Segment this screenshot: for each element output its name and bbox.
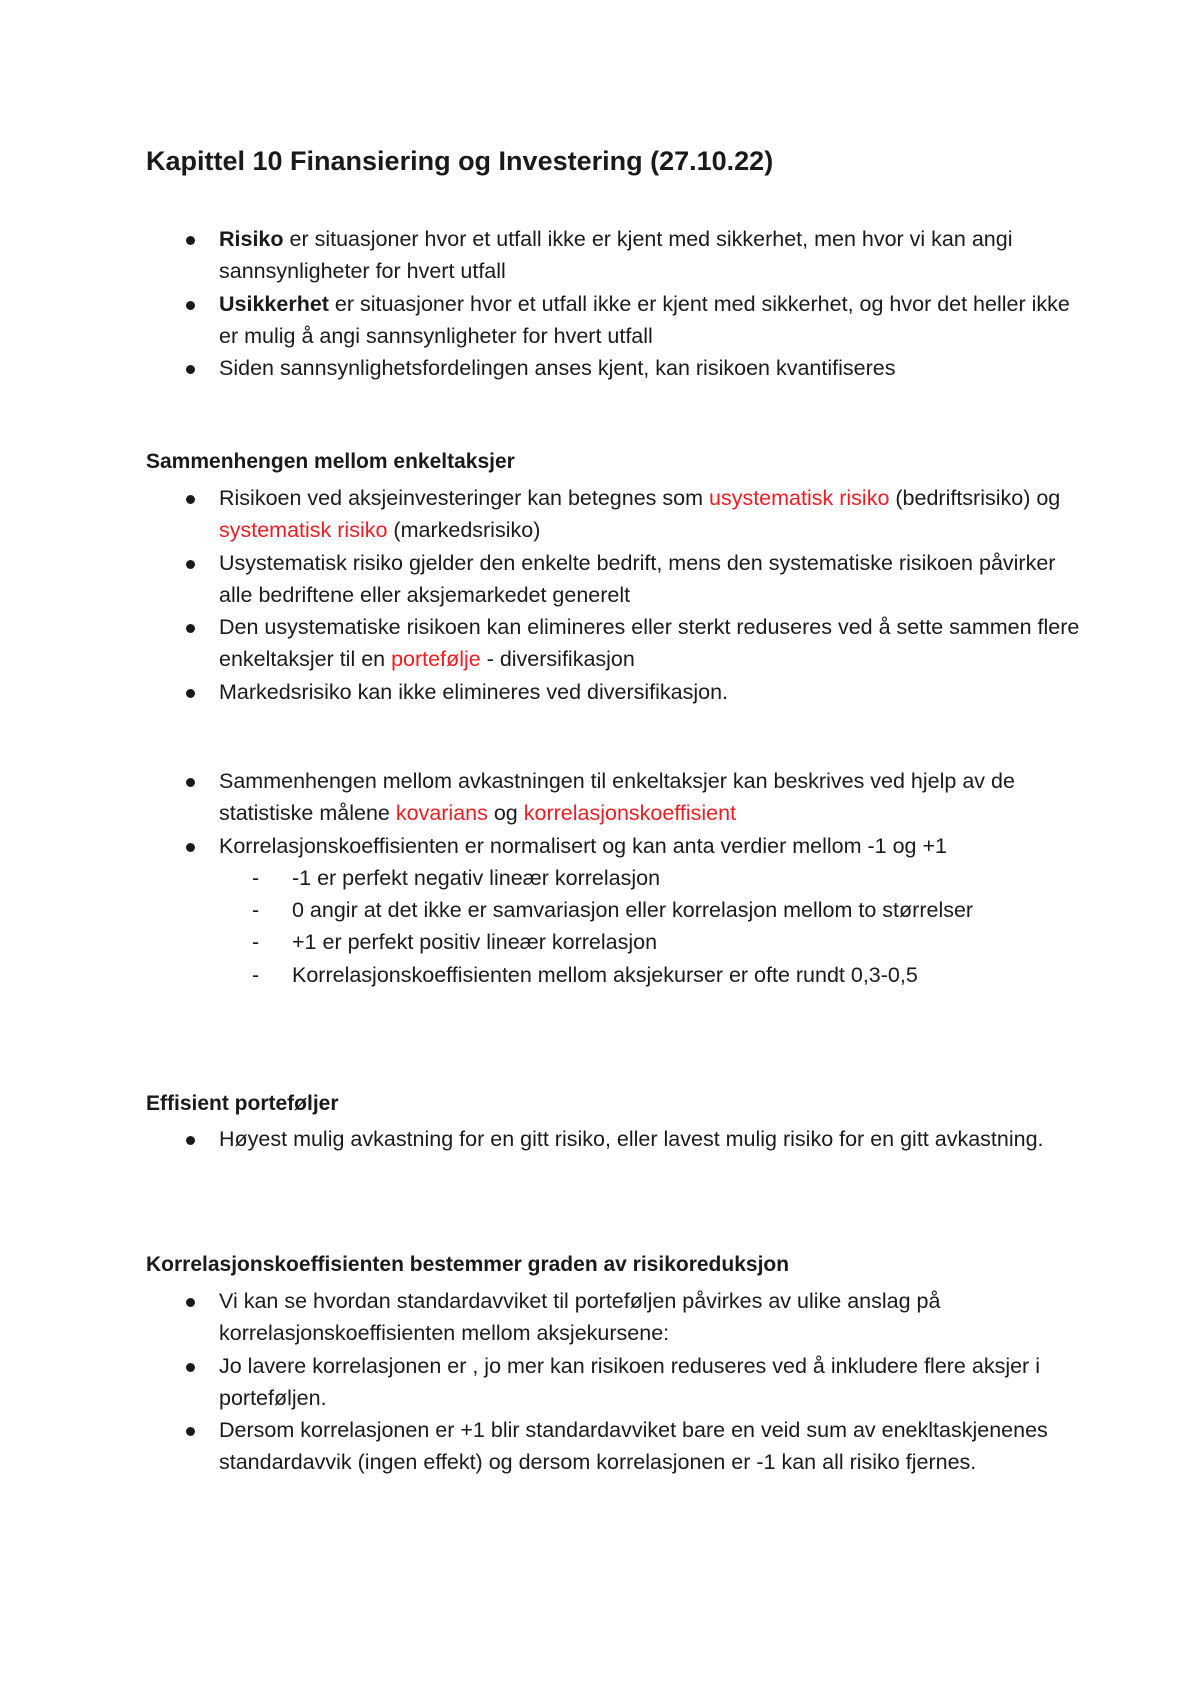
bullet-icon <box>186 843 195 852</box>
sub-list <box>219 862 1080 991</box>
sub-list-item <box>219 894 1080 926</box>
section-heading: Effisient porteføljer <box>146 1092 339 1115</box>
list-item-text: Markedsrisiko kan ikke elimineres ved diversifikasjon. <box>219 679 729 704</box>
dash-icon: - <box>252 898 260 923</box>
dash-icon: - <box>252 865 260 890</box>
list-item-text: Siden sannsynlighetsfordelingen anses kjent, kan risikoen kvantifiseres <box>219 356 896 381</box>
bullet-icon <box>186 624 195 633</box>
list-item <box>0 765 1080 830</box>
section3-list <box>0 1123 1080 1155</box>
list-item <box>0 830 1080 991</box>
intro-list <box>0 223 1080 384</box>
sub-list-text: +1 er perfekt positiv lineær korrelasjon <box>292 930 658 955</box>
term-risiko: Risiko <box>219 227 284 251</box>
section-heading: Korrelasjonskoeffisienten bestemmer graden av risikoreduksjon <box>146 1253 790 1276</box>
term-usystematisk-risiko: usystematisk risiko <box>709 486 890 510</box>
list-item-text: Dersom korrelasjonen er +1 blir standardavviket bare en veid sum av enekltaskjenenes standardavvik (ingen effekt) og dersom korrelasjonen er -1 kan all risiko fjernes. <box>219 1418 1048 1475</box>
list-item <box>0 611 1080 676</box>
list-item <box>0 1414 1080 1479</box>
text-segment: (bedriftsrisiko) og <box>889 486 1061 510</box>
page-title: Kapittel 10 Finansiering og Investering (27.10.22) <box>146 146 774 176</box>
sub-list-text: 0 angir at det ikke er samvariasjon eller korrelasjon mellom to størrelser <box>292 898 974 923</box>
text-segment: Risikoen ved aksjeinvesteringer kan betegnes som <box>219 486 709 510</box>
dash-icon: - <box>252 930 260 955</box>
sub-list-text: Korrelasjonskoeffisienten mellom aksjekurser er ofte rundt 0,3-0,5 <box>292 962 918 987</box>
term-systematisk-risiko: systematisk risiko <box>219 518 388 543</box>
text-segment: (markedsrisiko) <box>387 518 541 543</box>
bullet-icon <box>186 236 195 245</box>
bullet-icon <box>186 1136 195 1145</box>
bullet-icon <box>186 1427 195 1436</box>
list-item <box>0 352 1080 384</box>
definition-text: er situasjoner hvor et utfall ikke er kjent med sikkerhet, og hvor det heller ikke er mulig å angi sannsynligheter for hvert utfall <box>219 291 1070 348</box>
bullet-icon <box>186 689 195 698</box>
list-item-text: Høyest mulig avkastning for en gitt risiko, eller lavest mulig risiko for en gitt avkastning. <box>219 1127 1044 1151</box>
sub-list-text: -1 er perfekt negativ lineær korrelasjon <box>292 865 661 890</box>
bullet-icon <box>186 560 195 569</box>
list-item-text: Vi kan se hvordan standardavviket til porteføljen påvirkes av ulike anslag på korrelasjonskoeffisienten mellom aksjekursene: <box>219 1289 941 1346</box>
list-item <box>0 288 1080 353</box>
list-item <box>0 1285 1080 1350</box>
section2-list <box>0 765 1080 991</box>
dash-icon: - <box>252 962 260 987</box>
bullet-icon <box>186 301 195 310</box>
sub-list-item <box>219 926 1080 958</box>
list-item <box>0 547 1080 612</box>
section-heading: Sammenhengen mellom enkeltaksjer <box>146 450 515 473</box>
term-kovarians: kovarians <box>395 801 488 826</box>
list-item-text: Usystematisk risiko gjelder den enkelte bedrift, mens den systematiske risikoen påvirker alle bedriftene eller aksjemarkedet generelt <box>219 550 1056 607</box>
bullet-icon <box>186 778 195 787</box>
list-item <box>0 1123 1080 1155</box>
sub-list-item <box>219 959 1080 991</box>
term-portefolje: portefølje <box>391 647 481 672</box>
list-item <box>0 223 1080 288</box>
term-usikkerhet: Usikkerhet <box>219 291 329 316</box>
text-segment: Sammenhengen mellom avkastningen til enkeltaksjer kan beskrives ved hjelp av de statistiske målene <box>219 769 1015 826</box>
bullet-icon <box>186 495 195 504</box>
list-item <box>0 482 1080 547</box>
definition-text: er situasjoner hvor et utfall ikke er kjent med sikkerhet, men hvor vi kan angi sannsynligheter for hvert utfall <box>219 227 1013 284</box>
section1-list <box>0 482 1080 708</box>
text-segment: og <box>487 801 524 826</box>
list-item-text: Jo lavere korrelasjonen er , jo mer kan risikoen reduseres ved å inkludere flere aksjer i porteføljen. <box>219 1353 1040 1410</box>
text-segment: - diversifikasjon <box>480 647 635 672</box>
text-segment: Den usystematiske risikoen kan elimineres eller sterkt reduseres ved å sette sammen flere enkeltaksjer til en <box>219 615 1080 672</box>
term-korrelasjonskoeffisient: korrelasjonskoeffisient <box>523 801 737 826</box>
bullet-icon <box>186 1363 195 1372</box>
bullet-icon <box>186 1298 195 1307</box>
list-item <box>0 1350 1080 1415</box>
list-item-text: Korrelasjonskoeffisienten er normalisert og kan anta verdier mellom -1 og +1 <box>219 833 947 858</box>
sub-list-item <box>219 862 1080 894</box>
bullet-icon <box>186 365 195 374</box>
section4-list <box>0 1285 1080 1479</box>
list-item <box>0 676 1080 708</box>
